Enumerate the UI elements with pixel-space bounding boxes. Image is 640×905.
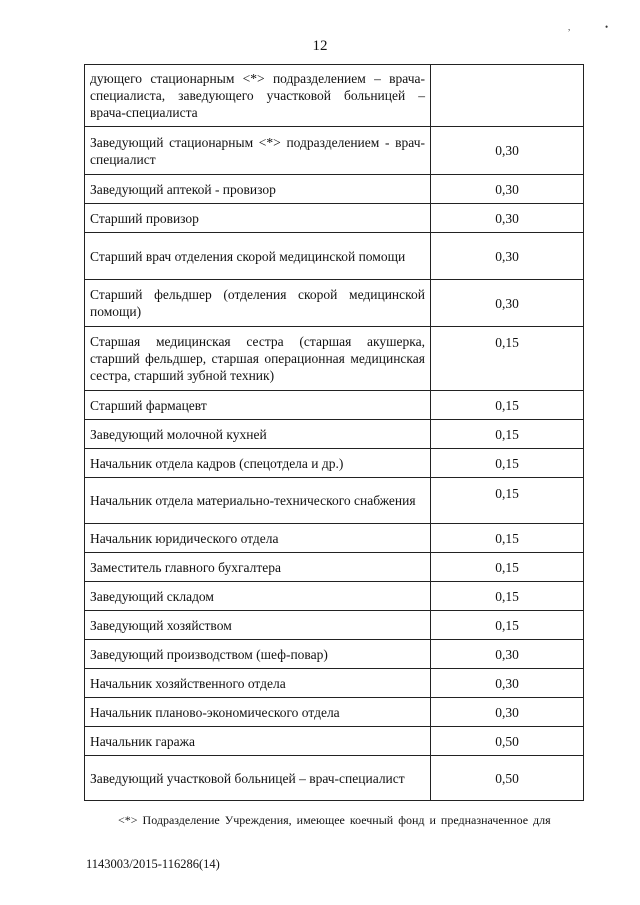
table-row: [85, 127, 584, 175]
position-cell: Старший фармацевт: [85, 391, 431, 420]
coefficient-cell: 0,30: [431, 640, 584, 669]
table-row: [85, 669, 584, 698]
table-row: [85, 478, 584, 524]
table-row: [85, 233, 584, 280]
table-row: [85, 175, 584, 204]
position-cell: Старшая медицинская сестра (старшая акушерка, старший фельдшер, старшая операционная медицинская сестра, старший зубной техник): [85, 327, 431, 391]
position-cell: Начальник отдела материально-технического снабжения: [85, 478, 431, 524]
coefficient-cell: 0,15: [431, 391, 584, 420]
table-row: [85, 327, 584, 391]
coefficient-cell: 0,15: [431, 478, 584, 524]
page-number: 12: [312, 38, 328, 54]
coefficient-cell: 0,15: [431, 449, 584, 478]
table-row: [85, 524, 584, 553]
coefficient-cell: 0,50: [431, 727, 584, 756]
coefficient-cell: 0,15: [431, 611, 584, 640]
table-row: [85, 553, 584, 582]
table-row: [85, 449, 584, 478]
table-row: [85, 420, 584, 449]
coefficient-cell: 0,30: [431, 204, 584, 233]
position-cell: Заведующий хозяйством: [85, 611, 431, 640]
coefficient-cell: 0,30: [431, 127, 584, 175]
allowance-table: [84, 64, 584, 801]
coefficient-cell: 0,30: [431, 175, 584, 204]
coefficient-cell: 0,30: [431, 280, 584, 327]
coefficient-cell: 0,15: [431, 582, 584, 611]
table-row: [85, 698, 584, 727]
position-cell: Старший фельдшер (отделения скорой медицинской помощи): [85, 280, 431, 327]
coefficient-cell: 0,15: [431, 553, 584, 582]
scan-mark: ,: [568, 22, 571, 32]
table-row: [85, 727, 584, 756]
position-cell: Заведующий стационарным <*> подразделением - врач-специалист: [85, 127, 431, 175]
coefficient-cell: 0,15: [431, 420, 584, 449]
table-body: [85, 65, 584, 801]
position-cell: Старший врач отделения скорой медицинской помощи: [85, 233, 431, 280]
position-cell: Начальник юридического отдела: [85, 524, 431, 553]
position-cell: Заведующий аптекой - провизор: [85, 175, 431, 204]
coefficient-cell: 0,15: [431, 327, 584, 391]
position-cell: Заместитель главного бухгалтера: [85, 553, 431, 582]
table-row: [85, 391, 584, 420]
footnote: <*> Подразделение Учреждения, имеющее коечный фонд и предназначенное для: [118, 813, 551, 827]
position-cell: дующего стационарным <*> подразделением – врача-специалиста, заведующего участковой больницей – врача-специалиста: [85, 65, 431, 127]
coefficient-cell: 0,50: [431, 756, 584, 801]
table-row: [85, 611, 584, 640]
coefficient-cell: 0,30: [431, 698, 584, 727]
table-row: [85, 640, 584, 669]
position-cell: Заведующий производством (шеф-повар): [85, 640, 431, 669]
position-cell: Начальник гаража: [85, 727, 431, 756]
table-row: [85, 204, 584, 233]
coefficient-cell: [431, 65, 584, 127]
table-row: [85, 65, 584, 127]
position-cell: Заведующий молочной кухней: [85, 420, 431, 449]
coefficient-cell: 0,30: [431, 669, 584, 698]
position-cell: Начальник планово-экономического отдела: [85, 698, 431, 727]
position-cell: Начальник отдела кадров (спецотдела и др.): [85, 449, 431, 478]
scan-mark: •: [605, 22, 609, 32]
position-cell: Начальник хозяйственного отдела: [85, 669, 431, 698]
table-row: [85, 756, 584, 801]
document-code: 1143003/2015-116286(14): [86, 857, 220, 871]
position-cell: Старший провизор: [85, 204, 431, 233]
table-row: [85, 280, 584, 327]
coefficient-cell: 0,30: [431, 233, 584, 280]
table-row: [85, 582, 584, 611]
coefficient-cell: 0,15: [431, 524, 584, 553]
position-cell: Заведующий участковой больницей – врач-специалист: [85, 756, 431, 801]
position-cell: Заведующий складом: [85, 582, 431, 611]
